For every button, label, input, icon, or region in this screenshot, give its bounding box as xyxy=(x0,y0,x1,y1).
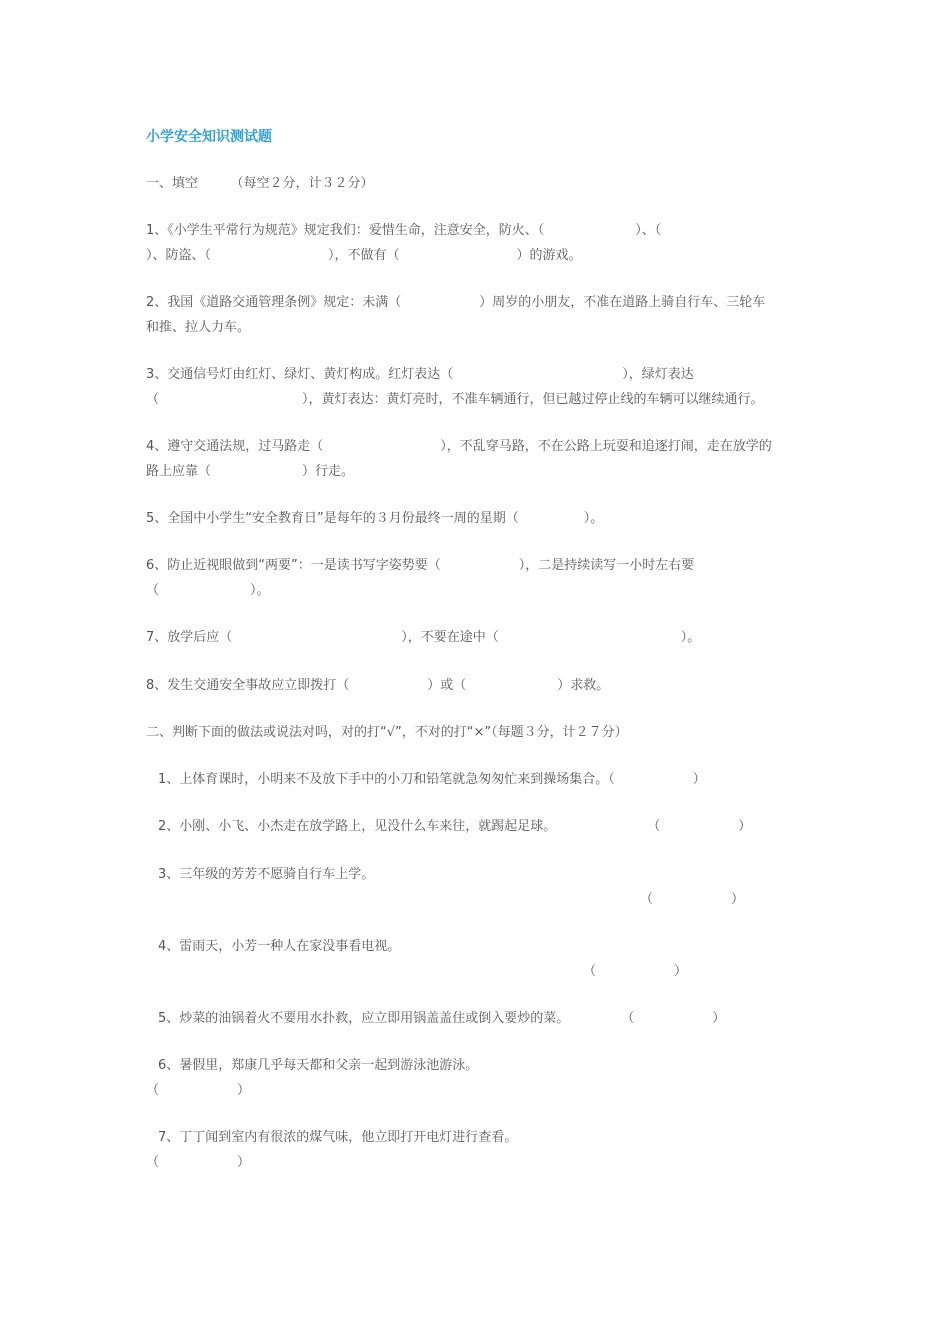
judge-question-1: 1、上体育课时，小明来不及放下手中的小刀和铅笔就急匆匆忙来到操场集合。（ ） xyxy=(158,772,706,787)
judge-question-6-answer: （ ） xyxy=(146,1083,251,1098)
judge-question-3-answer: （ ） xyxy=(640,892,745,907)
fill-question-2-line1: 2、我国《道路交通管理条例》规定：未满（ ）周岁的小朋友，不准在道路上骑自行车、三轮车 xyxy=(146,295,766,310)
judge-question-4-answer: （ ） xyxy=(583,964,688,979)
fill-question-4-line2: 路上应靠（ ）行走。 xyxy=(146,464,355,479)
fill-question-8: 8、发生交通安全事故应立即拨打（ ）或（ ）求救。 xyxy=(146,678,610,693)
judge-question-7-answer: （ ） xyxy=(146,1155,251,1170)
fill-question-1-line2: ）、防盗、（ ），不做有（ ）的游戏。 xyxy=(146,248,582,263)
fill-question-6-line2: （ ）。 xyxy=(146,583,270,598)
section1-heading: 一、填空 （每空２分，计３２分） xyxy=(146,176,374,191)
judge-question-3: 3、三年级的芳芳不愿骑自行车上学。 xyxy=(158,867,375,882)
fill-question-3-line1: 3、交通信号灯由红灯、绿灯、黄灯构成。红灯表达（ ），绿灯表达 xyxy=(146,367,694,382)
judge-question-7: 7、丁丁闻到室内有很浓的煤气味，他立即打开电灯进行查看。 xyxy=(158,1130,518,1145)
fill-question-3-line2: （ ），黄灯表达：黄灯亮时，不准车辆通行，但已越过停止线的车辆可以继续通行。 xyxy=(146,392,764,407)
fill-question-2-line2: 和推、拉人力车。 xyxy=(146,320,251,335)
judge-question-2: 2、小刚、小飞、小杰走在放学路上，见没什么车来往，就踢起足球。 （ ） xyxy=(158,819,752,834)
fill-question-7: 7、放学后应（ ），不要在途中（ ）。 xyxy=(146,630,701,645)
fill-question-5: 5、全国中小学生“安全教育日”是每年的３月份最终一周的星期（ ）。 xyxy=(146,511,604,526)
fill-question-6-line1: 6、防止近视眼做到“两要”：一是读书写字姿势要（ ），二是持续读写一小时左右要 xyxy=(146,558,695,573)
page-title: 小学安全知识测试题 xyxy=(146,129,272,145)
fill-question-4-line1: 4、遵守交通法规，过马路走（ ），不乱穿马路，不在公路上玩耍和追逐打闹，走在放学的 xyxy=(146,439,772,454)
fill-question-1-line1: 1、《小学生平常行为规范》规定我们：爱惜生命，注意安全，防火、（ ）、（ xyxy=(146,223,662,238)
section2-heading: 二、判断下面的做法或说法对吗，对的打“√”，不对的打“×”（每题３分，计２７分） xyxy=(146,725,628,740)
judge-question-6: 6、暑假里，郑康几乎每天都和父亲一起到游泳池游泳。 xyxy=(158,1058,479,1073)
judge-question-4: 4、雷雨天，小芳一种人在家没事看电视。 xyxy=(158,939,401,954)
judge-question-5: 5、炒菜的油锅着火不要用水扑救，应立即用锅盖盖住或倒入要炒的菜。 （ ） xyxy=(158,1011,726,1026)
